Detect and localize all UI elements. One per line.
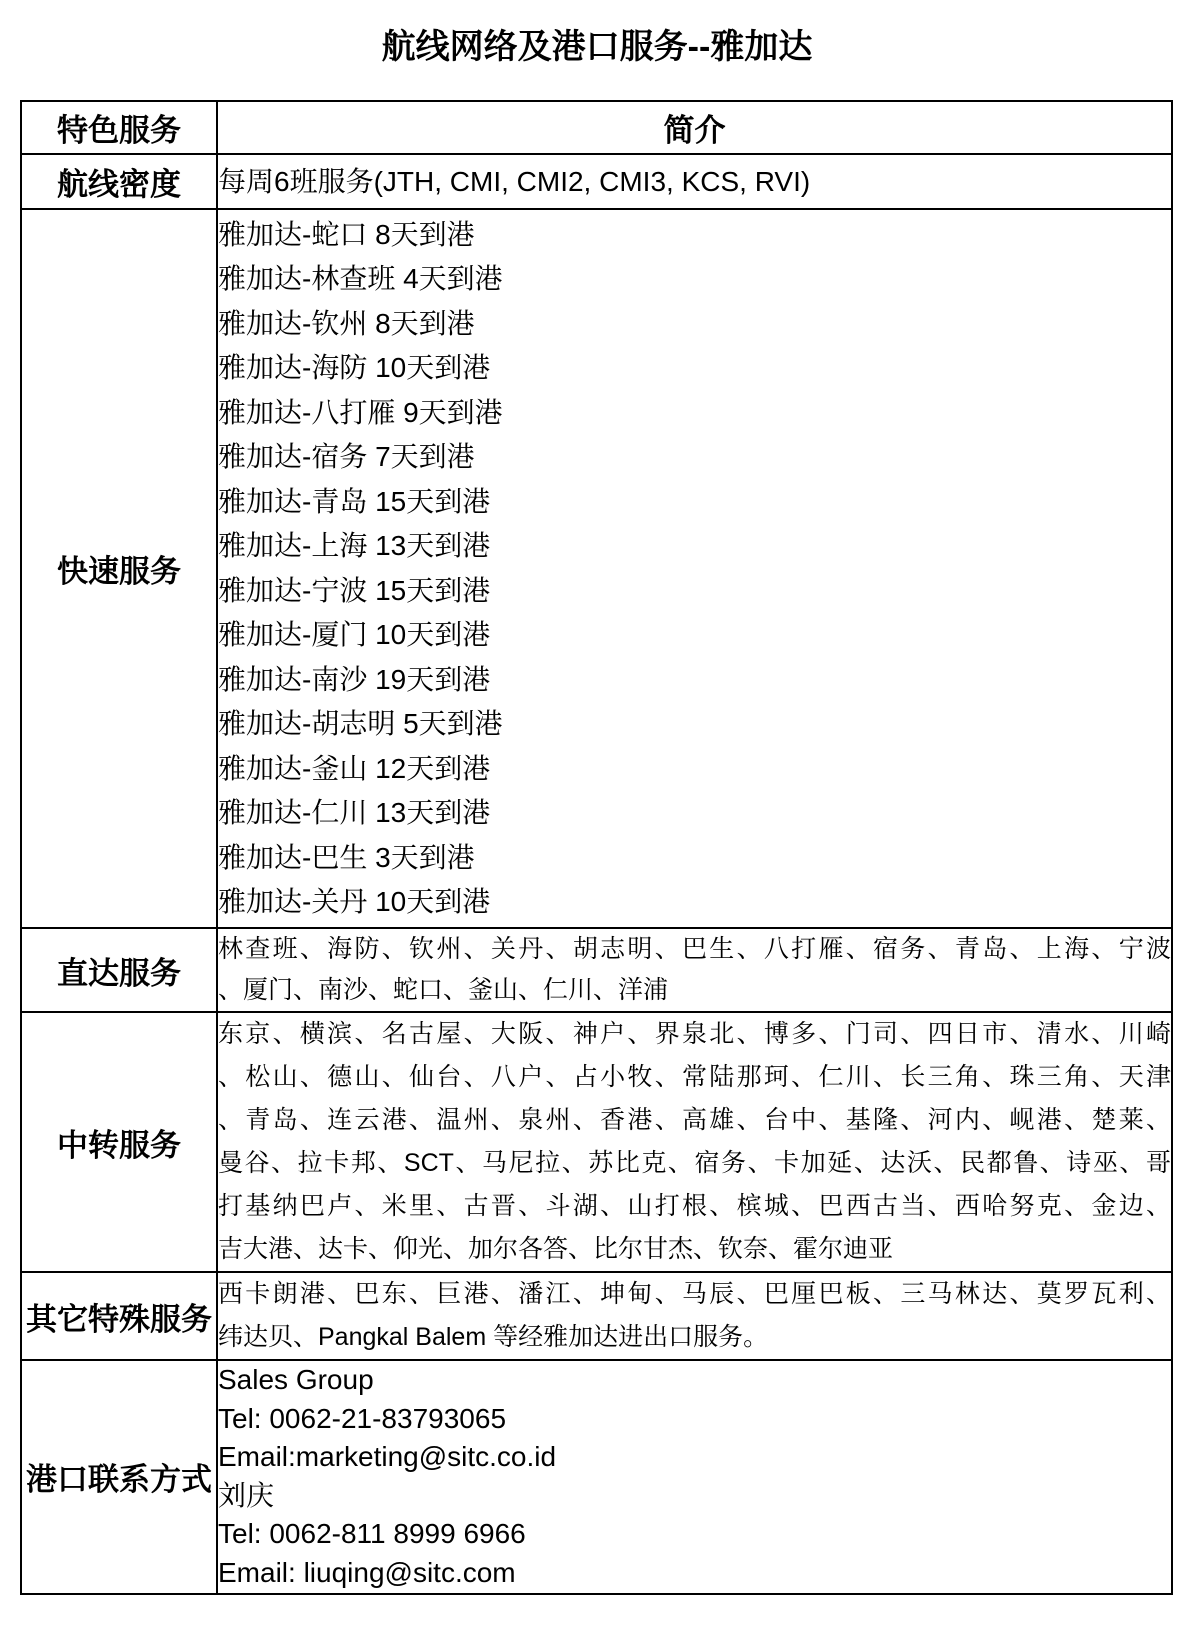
route-density-content [217, 154, 1172, 209]
fast-service-line: 雅加达-林查班 4天到港 [218, 263, 503, 294]
contact-tel: Tel: 0062-811 8999 6966 [218, 1518, 526, 1550]
fast-service-line: 雅加达-八打雁 9天到港 [218, 396, 503, 428]
fast-service-label: 快速服务 [21, 209, 217, 928]
other-special-service-label: 其它特殊服务 [21, 1272, 217, 1360]
fast-service-line: 雅加达-宿务 7天到港 [218, 441, 475, 472]
contact-group-name: Sales Group [218, 1364, 374, 1395]
contact-email: Email: liuqing@sitc.com [218, 1556, 516, 1588]
fast-service-line: 雅加达-宁波 15天到港 [218, 574, 491, 606]
direct-service-label: 直达服务 [21, 928, 217, 1012]
direct-service-text-line: 、厦门、南沙、蛇口、釜山、仁川、洋浦 [218, 976, 669, 1004]
fast-service-line: 雅加达-胡志明 5天到港 [218, 708, 503, 739]
fast-service-line: 雅加达-南沙 19天到港 [218, 663, 491, 695]
transit-service-text-line: 吉大港、达卡、仰光、加尔各答、比尔甘杰、钦奈、霍尔迪亚 [218, 1235, 894, 1263]
fast-service-line: 雅加达-釜山 12天到港 [218, 752, 491, 784]
port-contact-label: 港口联系方式 [21, 1360, 217, 1594]
other-special-service-text-line: 西卡朗港、巴东、巨港、潘江、坤甸、马辰、巴厘巴板、三马林达、莫罗瓦利、 [218, 1280, 1171, 1308]
fast-service-line: 雅加达-上海 13天到港 [218, 530, 491, 561]
header-feature-service: 特色服务 [21, 101, 217, 154]
transit-service-text-line: 打基纳巴卢、米里、古晋、斗湖、山打根、槟城、巴西古当、西哈努克、金边、 [218, 1192, 1171, 1220]
route-density-label: 航线密度 [21, 154, 217, 209]
fast-service-line: 雅加达-钦州 8天到港 [218, 307, 475, 339]
fast-service-line: 雅加达-青岛 15天到港 [218, 485, 491, 517]
fast-service-line: 雅加达-关丹 10天到港 [218, 886, 491, 917]
fast-service-line: 雅加达-蛇口 8天到港 [218, 218, 475, 250]
service-table [20, 100, 1173, 1595]
row-route-density [21, 154, 1172, 209]
fast-service-line: 雅加达-仁川 13天到港 [218, 797, 491, 828]
contact-tel: Tel: 0062-21-83793065 [218, 1402, 507, 1434]
contact-person-name: 刘庆 [218, 1479, 275, 1511]
table-header-row [21, 101, 1172, 154]
fast-service-line: 雅加达-海防 10天到港 [218, 352, 491, 383]
transit-service-content [217, 1012, 1172, 1272]
transit-service-text-line: 、松山、德山、仙台、八户、占小牧、常陆那珂、仁川、长三角、珠三角、天津 [218, 1063, 1171, 1091]
transit-service-text-line: 东京、横滨、名古屋、大阪、神户、界泉北、博多、门司、四日市、清水、川崎 [218, 1020, 1171, 1048]
row-transit-service [21, 1012, 1172, 1272]
other-special-service-text-line: 纬达贝、Pangkal Balem 等经雅加达进出口服务。 [218, 1323, 769, 1351]
row-port-contact [21, 1360, 1172, 1594]
fast-service-line: 雅加达-巴生 3天到港 [218, 841, 475, 873]
fast-service-line: 雅加达-厦门 10天到港 [218, 619, 491, 650]
header-intro: 简介 [217, 101, 1172, 154]
row-fast-service [21, 209, 1172, 928]
row-other-special-service [21, 1272, 1172, 1360]
port-contact-content [217, 1360, 1172, 1594]
transit-service-text-line: 、青岛、连云港、温州、泉州、香港、高雄、台中、基隆、河内、岘港、楚莱、 [218, 1106, 1171, 1134]
route-density-text: 每周6班服务(JTH, CMI, CMI2, CMI3, KCS, RVI) [218, 165, 811, 197]
direct-service-text-line: 林查班、海防、钦州、关丹、胡志明、巴生、八打雁、宿务、青岛、上海、宁波 [218, 935, 1171, 963]
transit-service-text-line: 曼谷、拉卡邦、SCT、马尼拉、苏比克、宿务、卡加延、达沃、民都鲁、诗巫、哥 [218, 1149, 1171, 1177]
page-title: 航线网络及港口服务--雅加达 [381, 28, 813, 66]
fast-service-content [217, 209, 1172, 928]
contact-email: Email:marketing@sitc.co.id [218, 1441, 557, 1473]
other-special-service-content [217, 1272, 1172, 1360]
direct-service-content [217, 928, 1172, 1012]
transit-service-label: 中转服务 [21, 1012, 217, 1272]
row-direct-service [21, 928, 1172, 1012]
